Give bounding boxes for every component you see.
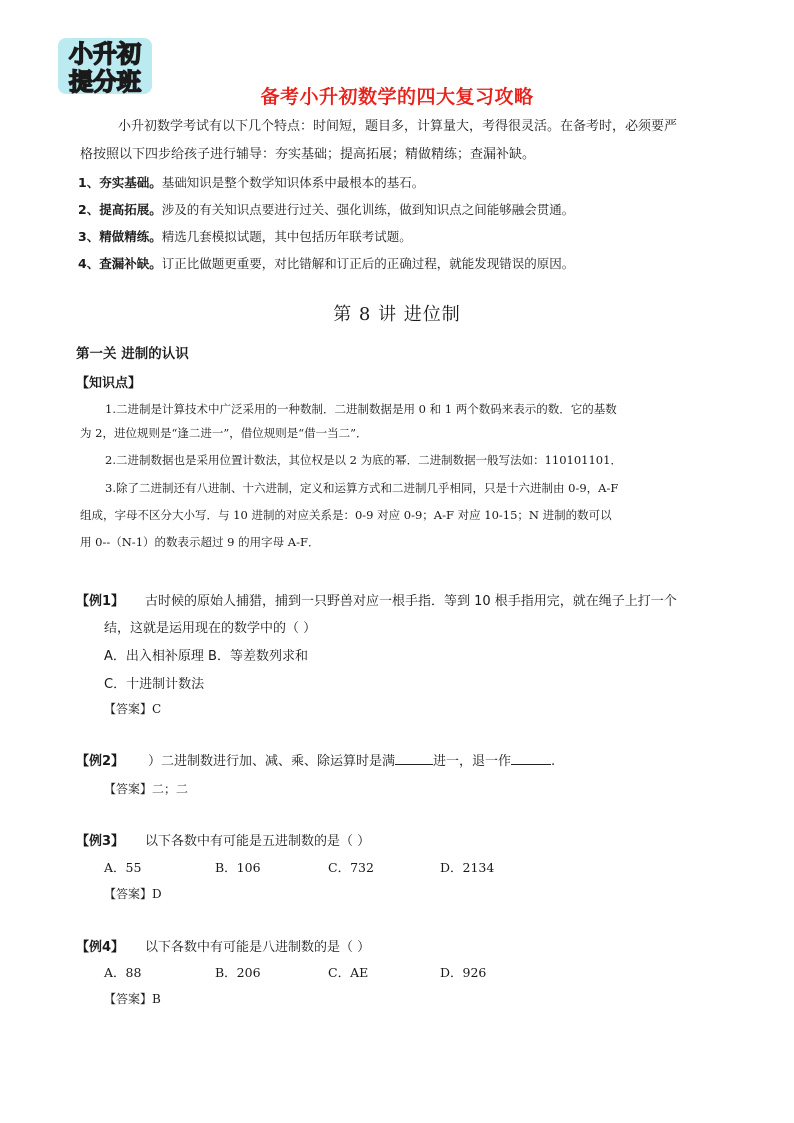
knowledge-line: 1.二进制是计算技术中广泛采用的一种数制．二进制数据是用 0 和 1 两个数码来表示的数．它的基数 bbox=[105, 402, 617, 416]
knowledge-line: 3.除了二进制还有八进制、十六进制，定义和运算方式和二进制几乎相同，只是十六进制由 0-9，A-F bbox=[105, 481, 619, 495]
example-question: 结，这就是运用现在的数学中的（ ） bbox=[104, 621, 317, 636]
step-label: 3、精做精练。 bbox=[78, 229, 162, 244]
example-option: B．106 bbox=[215, 860, 261, 875]
knowledge-label: 【知识点】 bbox=[76, 376, 142, 391]
example-option: C．732 bbox=[328, 860, 374, 875]
step-text: 涉及的有关知识点要进行过关、强化训练，做到知识点之间能够融会贯通。 bbox=[161, 202, 575, 217]
example-answer: 【答案】C bbox=[104, 702, 162, 716]
answer-blank bbox=[511, 751, 551, 765]
example-option: C．AE bbox=[328, 965, 369, 980]
example-label: 【例1】 bbox=[76, 594, 125, 609]
section-title: 第一关 进制的认识 bbox=[76, 346, 189, 362]
example-question: ）二进制数进行加、减、乘、除运算时是满 进一，退一作 . bbox=[148, 750, 555, 769]
svg-text:提分班: 提分班 bbox=[69, 68, 141, 96]
example-option: A．出入相补原理 B．等差数列求和 bbox=[104, 649, 308, 664]
example-option: D．2134 bbox=[440, 860, 495, 875]
example-question: 以下各数中有可能是五进制数的是（ ） bbox=[145, 834, 371, 849]
example-answer: 【答案】B bbox=[104, 992, 161, 1006]
example-question: 古时候的原始人捕猎，捕到一只野兽对应一根手指．等到 10 根手指用完，就在绳子上打一个 bbox=[145, 594, 677, 609]
step-text: 基础知识是整个数学知识体系中最根本的基石。 bbox=[161, 175, 425, 190]
svg-text:小升初: 小升初 bbox=[69, 40, 141, 68]
example-answer: 【答案】二；二 bbox=[104, 782, 189, 796]
step-label: 1、夯实基础。 bbox=[78, 175, 162, 190]
knowledge-line: 为 2，进位规则是“逢二进一”，借位规则是“借一当二”． bbox=[80, 426, 368, 440]
answer-blank bbox=[395, 751, 433, 765]
example-answer: 【答案】D bbox=[104, 887, 162, 901]
example-question: 以下各数中有可能是八进制数的是（ ） bbox=[145, 940, 371, 955]
example-option: A．55 bbox=[104, 860, 142, 875]
example-option: B．206 bbox=[215, 965, 261, 980]
step-item bbox=[78, 228, 412, 246]
example-label: 【例3】 bbox=[76, 834, 125, 849]
step-text: 精选几套模拟试题，其中包括历年联考试题。 bbox=[161, 229, 412, 244]
example-option: A．88 bbox=[104, 965, 142, 980]
step-label: 4、查漏补缺。 bbox=[78, 256, 162, 271]
example-option: C．十进制计数法 bbox=[104, 677, 205, 692]
knowledge-line: 组成，字母不区分大小写．与 10 进制的对应关系是：0-9 对应 0-9；A-F 对应 10-15；N 进制的数可以 bbox=[80, 508, 612, 522]
example-label: 【例2】 bbox=[76, 754, 125, 769]
knowledge-line: 用 0--（N-1）的数表示超过 9 的用字母 A-F． bbox=[80, 535, 320, 549]
intro-line-1: 小升初数学考试有以下几个特点：时间短，题目多，计算量大，考得很灵活。在备考时，必须要严 bbox=[118, 119, 678, 134]
step-item bbox=[78, 174, 424, 192]
step-item bbox=[78, 255, 574, 273]
example-option: D．926 bbox=[440, 965, 487, 980]
step-item bbox=[78, 201, 574, 219]
intro-line-2: 格按照以下四步给孩子进行辅导：夯实基础；提高拓展；精做精练；查漏补缺。 bbox=[80, 147, 536, 162]
page-title: 备考小升初数学的四大复习攻略 bbox=[260, 86, 534, 108]
lecture-title: 第 8 讲 进位制 bbox=[333, 304, 461, 325]
step-label: 2、提高拓展。 bbox=[78, 202, 162, 217]
example-label: 【例4】 bbox=[76, 940, 125, 955]
step-text: 订正比做题更重要，对比错解和订正后的正确过程，就能发现错误的原因。 bbox=[161, 256, 575, 271]
knowledge-line: 2.二进制数据也是采用位置计数法，其位权是以 2 为底的幂．二进制数据一般写法如：110101101． bbox=[105, 453, 622, 467]
